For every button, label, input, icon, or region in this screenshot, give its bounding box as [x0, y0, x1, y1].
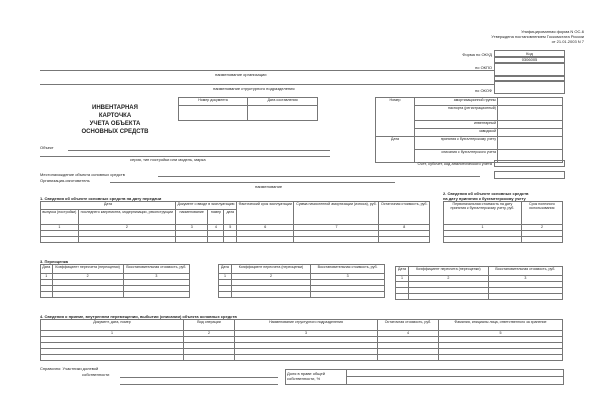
col-service-life: Фактический срок эксплуатации: [237, 202, 294, 225]
section4-title: 4. Сведения о приеме, внутреннем перемещении, выбытии (списании) объекта основных средств: [40, 314, 237, 319]
num: 3: [235, 331, 378, 337]
section2-title-2: на дату принятия к бухгалтерскому учету: [443, 196, 526, 201]
num: 1: [41, 225, 79, 231]
section3-title: 3. Переоценка: [40, 259, 68, 264]
num: 2: [408, 276, 488, 282]
reference-label-2: собственности: [82, 372, 110, 377]
table-row[interactable]: [41, 292, 190, 298]
col-doc-number: номер: [208, 210, 224, 225]
department-line[interactable]: [40, 84, 495, 85]
col-depreciation: Сумма начисленной амортизации (износа), руб.: [294, 202, 379, 225]
doc-date-header: Дата составления: [248, 98, 318, 106]
manufacturer-label: Организация-изготовитель: [40, 178, 90, 183]
passport-field[interactable]: [498, 106, 563, 121]
col-document: Документ, дата, номер: [41, 320, 184, 331]
num: 2: [52, 274, 123, 280]
col-release-date: выпуска (постройки): [41, 210, 79, 225]
col-coefficient: Коэффициент пересчета (переоценки): [408, 267, 488, 276]
num: 1: [219, 274, 232, 280]
num: 1: [41, 274, 53, 280]
okpo-label: по ОКПО: [475, 65, 492, 70]
section1-title: 1. Сведения об объекте основных средств на дату передачи: [40, 196, 162, 201]
share-field-2[interactable]: [346, 376, 564, 385]
factory-field[interactable]: [498, 129, 563, 137]
col-restoration-cost: Восстановительная стоимость, руб.: [488, 267, 562, 276]
revaluation-table-3: [395, 266, 563, 300]
object-label: Объект: [40, 145, 54, 150]
revaluation-table-1: [40, 264, 190, 298]
title-line-4: ОСНОВНЫХ СРЕДСТВ: [81, 129, 149, 135]
okof-field[interactable]: [494, 80, 565, 94]
num: 8: [379, 225, 430, 231]
co-owners-line-1[interactable]: [120, 377, 278, 378]
form-approval: Утверждена постановлением Госкомстата России: [491, 34, 584, 39]
col-residual-value: Остаточная стоимость, руб.: [379, 202, 430, 225]
okof-label: по ОКОФ: [474, 88, 492, 93]
table-row[interactable]: [396, 294, 563, 300]
doc-date-field[interactable]: [248, 106, 318, 121]
col-restoration-cost: Восстановительная стоимость, руб.: [311, 265, 385, 274]
num: 2: [184, 331, 235, 337]
writeoff-date-label: списания с бухгалтерского учета: [415, 150, 498, 163]
okud-label: Форма по ОКУД: [462, 52, 492, 57]
revaluation-table-2: [218, 264, 385, 298]
department-caption: наименование структурного подразделения: [213, 86, 295, 91]
num: 3: [175, 225, 207, 231]
code-label: Код: [526, 51, 533, 56]
extra-field[interactable]: [494, 171, 565, 179]
table-row[interactable]: [444, 237, 563, 243]
col-date: Дата: [219, 265, 232, 274]
okud-value: 0306005: [521, 57, 538, 62]
col-repair-date: последнего капремонта, модернизации, реконструкции: [78, 210, 175, 225]
doc-group-header: Документ о вводе в эксплуатацию: [175, 202, 236, 210]
col-responsible-person: Фамилия, инициалы лица, ответственного за хранение: [439, 320, 563, 331]
inventory-field[interactable]: [498, 121, 563, 129]
date-group-header: Дата: [41, 202, 176, 210]
num: 4: [378, 331, 439, 337]
col-date: Дата: [41, 265, 53, 274]
page-title: [60, 104, 170, 136]
table-row[interactable]: [219, 292, 385, 298]
section1-table: [40, 201, 430, 243]
account-label: Счет, субсчет, код аналитического учета: [417, 161, 492, 166]
num: 3: [123, 274, 189, 280]
col-useful-life: Срок полезного использования: [521, 202, 562, 225]
identifiers-table: [375, 97, 563, 163]
number-label: Номер: [376, 98, 415, 137]
manufacturer-line[interactable]: [110, 182, 395, 183]
factory-label: заводской: [415, 129, 498, 137]
table-row[interactable]: [41, 355, 563, 361]
col-coefficient: Коэффициент пересчета (переоценки): [231, 265, 310, 274]
organization-caption: наименование организации: [215, 72, 267, 77]
num: 6: [237, 225, 294, 231]
num: 1: [444, 225, 522, 231]
num: 5: [439, 331, 563, 337]
section2-table: [443, 201, 563, 243]
form-approval-date: от 21.01.2003 N 7: [551, 39, 584, 44]
col-date: Дата: [396, 267, 409, 276]
col-restoration-cost: Восстановительная стоимость, руб.: [123, 265, 189, 274]
location-line[interactable]: [158, 176, 480, 177]
passport-label: паспорта (регистрационный): [415, 106, 498, 121]
doc-number-field[interactable]: [179, 106, 248, 121]
organization-line[interactable]: [40, 70, 495, 71]
date-label: Дата: [376, 137, 415, 163]
amort-group-label: амортизационной группы: [415, 98, 498, 106]
doc-number-header: Номер документа: [179, 98, 248, 106]
num: 2: [78, 225, 175, 231]
num: 3: [488, 276, 562, 282]
num: 5: [224, 225, 237, 231]
reference-label: Справочно: Участники долевой: [40, 366, 99, 371]
amort-group-field[interactable]: [498, 98, 563, 106]
accept-date-label: принятия к бухгалтерскому учету: [415, 137, 498, 150]
col-initial-cost: Первоначальная стоимость на дату принятия к бухгалтерскому учету, руб.: [444, 202, 522, 225]
title-line-2: КАРТОЧКА: [98, 113, 132, 119]
num: 3: [311, 274, 385, 280]
num: 2: [231, 274, 310, 280]
title-line-1: ИНВЕНТАРНАЯ: [92, 105, 138, 111]
table-row[interactable]: [41, 237, 430, 243]
num: 7: [294, 225, 379, 231]
co-owners-line-2[interactable]: [120, 384, 278, 385]
num: 4: [208, 225, 224, 231]
col-department: Наименование структурного подразделения: [235, 320, 378, 331]
section2-title-1: 2. Сведения об объекте основных средств: [443, 191, 529, 196]
col-doc-name: наименование: [175, 210, 207, 225]
object-line[interactable]: [68, 150, 330, 151]
section4-table: [40, 319, 563, 361]
col-coefficient: Коэффициент пересчета (переоценки): [52, 265, 123, 274]
document-table: [178, 97, 318, 121]
col-operation-type: Вид операции: [184, 320, 235, 331]
num: 2: [521, 225, 562, 231]
manufacturer-caption: наименование: [255, 184, 283, 189]
share-label-cell: [285, 369, 347, 385]
num: 1: [396, 276, 409, 282]
col-doc-date: дата: [224, 210, 237, 225]
inventory-label: инвентарный: [415, 121, 498, 129]
form-name: Унифицированная форма N ОС-6: [521, 29, 584, 34]
account-field[interactable]: [494, 160, 565, 167]
col-residual-value: Остаточная стоимость, руб.: [378, 320, 439, 331]
title-line-3: УЧЕТА ОБЪЕКТА: [89, 121, 141, 127]
location-label: Местонахождение объекта основных средств: [40, 172, 125, 177]
num: 1: [41, 331, 184, 337]
accept-date-field[interactable]: [498, 137, 563, 150]
object-caption: серия, тип постройки или модель, марка: [130, 157, 206, 162]
share-label: Доля в праве общей собственности, %: [287, 371, 325, 381]
